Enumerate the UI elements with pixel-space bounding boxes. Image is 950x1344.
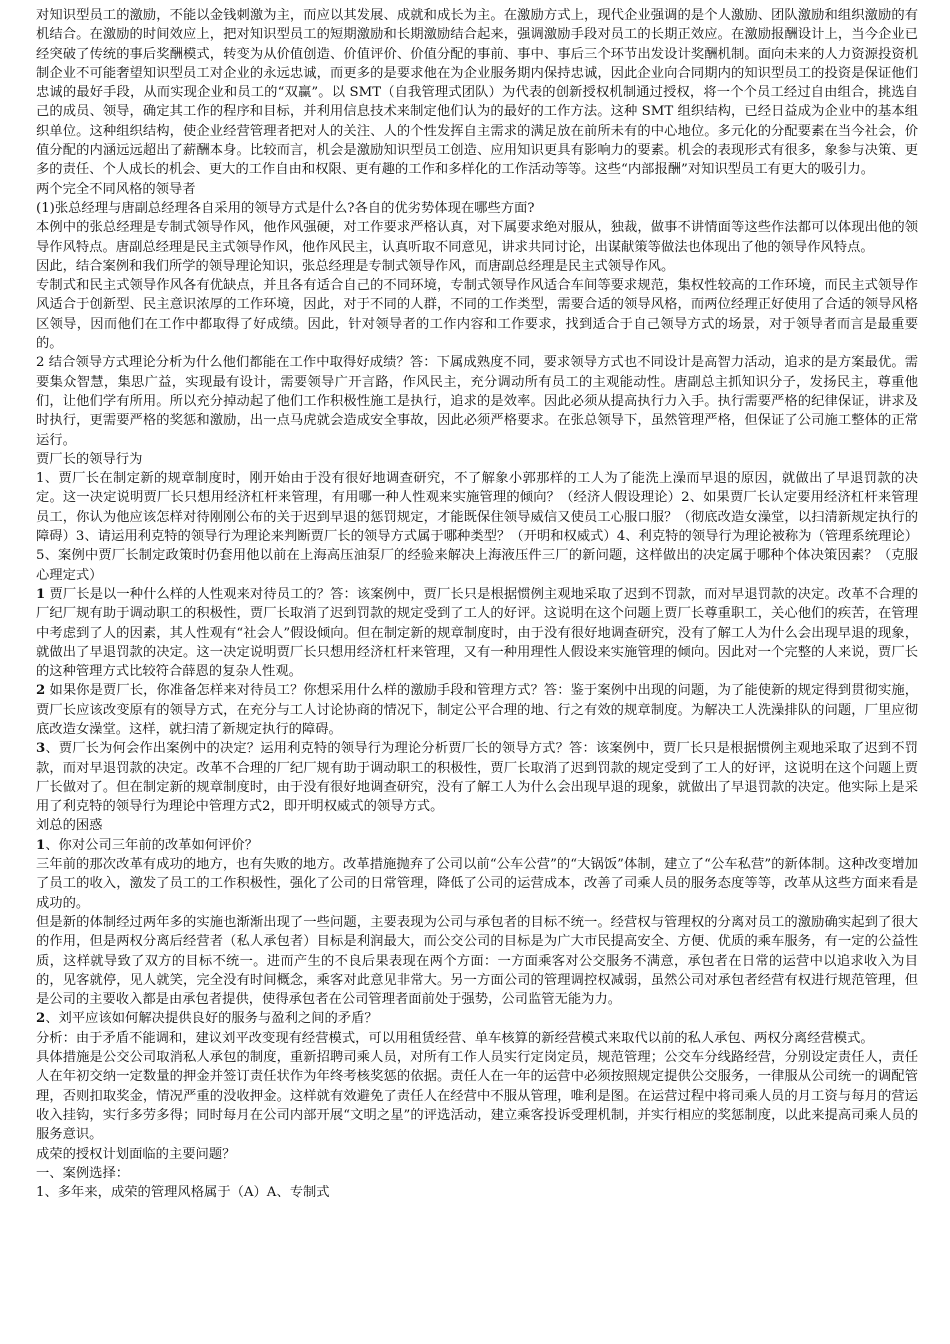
- paragraph-text: 但是新的体制经过两年多的实施也渐渐出现了一些问题，主要表现为公司与承包者的目标不统一。经营权与管理权的分离对员工的激励确实起到了很大的作用，但是两权分离后经营者（私人承包者）目标是利润最大，而公交公司的目标是为广大市民提高安全、方便、优质的乘车服务，有一定的公益性质，这样就导致了双方的目标不统一。进而产生的不良后果表现在两个方面：一方面乘客对公交服务不满意，承包者在日常的运营中以追求收入为目的，见客就停，见人就笑，完全没有时间概念，乘客对此意见非常大。另一方面公司的管理调控权减弱，虽然公司对承包者经营有权进行规范管理，但是公司的主要收入都是由承包者提供，使得承包者在公司管理者面前处于强势，公司监管无能为力。: [36, 914, 918, 1008]
- paragraph-text: 、贾厂长为何会作出案例中的决定？运用利克特的领导行为理论分析贾厂长的领导方式？答：该案例中，贾厂长只是根据惯例主观地采取了迟到不罚款，而对早退罚款的决定。改革不合理的厂纪厂规有助于调动职工的积极性，贾厂长取消了迟到罚款的规定受到了工人的好评，这说明在这个问题上贾厂长做对了。但在制定新的规章制度时，由于没有很好地调查研究，没有了解工人为什么会出现早退的现象，就做出了早退罚款的决定。他实际上是采用了利克特的领导行为理论中管理方式2，即开明权威式的领导方式。: [36, 741, 918, 815]
- section-heading: [36, 1183, 918, 1202]
- paragraph: [36, 276, 918, 353]
- paragraph-text: 贾厂长的领导行为: [36, 451, 143, 467]
- paragraph: [36, 855, 918, 913]
- paragraph-text: 、你对公司三年前的改革如何评价？: [45, 837, 259, 853]
- paragraph: [36, 199, 918, 218]
- section-heading: [36, 180, 918, 199]
- paragraph: [36, 836, 918, 855]
- paragraph-text: 本例中的张总经理是专制式领导作风，他作风强硬，对工作要求严格认真，对下属要求绝对服从，独裁，做事不讲情面等这些作法都可以体现出他的领导作风特点。唐副总经理是民主式领导作风，他作风民主，认真听取不同意见，讲求共同讨论，出谋献策等做法也体现出了他的领导作风特点。: [36, 220, 918, 255]
- section-heading: [36, 1164, 918, 1183]
- paragraph-text: 三年前的那次改革有成功的地方，也有失败的地方。改革措施抛弃了公司以前“公车公营”的“大锅饭”体制，建立了“公车私营”的新体制。这种改变增加了员工的收入，激发了员工的工作积极性，强化了公司的日常管理，降低了公司的运营成本，改善了司乘人员的服务态度等等，改革从这些方面来看是成功的。: [36, 857, 918, 911]
- item-number: 3: [36, 741, 46, 757]
- section-heading: [36, 816, 918, 835]
- paragraph-text: 成荣的授权计划面临的主要问题？: [36, 1146, 236, 1162]
- paragraph: [36, 1029, 918, 1048]
- paragraph: [36, 6, 918, 180]
- paragraph: [36, 469, 918, 585]
- paragraph: [36, 257, 918, 276]
- paragraph: [36, 585, 918, 681]
- paragraph-text: 贾厂长是以一种什么样的人性观来对待员工的？答：该案例中，贾厂长只是根据惯例主观地采取了迟到不罚款，而对早退罚款的决定。改革不合理的厂纪厂规有助于调动职工的积极性，贾厂长取消了迟到罚款的规定受到了工人的好评。这说明在这个问题上贾厂长尊重职工，关心他们的疾苦，在管理中考虑到了人的因素，其人性观有“社会人”假设倾向。但在制定新的规章制度时，由于没有很好地调查研究，没有了解工人为什么会出现早退的现象，就做出了早退罚款的决定。这一决定说明贾厂长只想用经济杠杆来管理，又有一种用理性人假设来实施管理的倾向。因此对一个完整的人来说，贾厂长的这种管理方式比较符合薛恩的复杂人性观。: [36, 586, 918, 680]
- paragraph: [36, 353, 918, 449]
- paragraph: [36, 913, 918, 1009]
- paragraph-text: 刘总的困惑: [36, 818, 103, 834]
- paragraph-text: 、刘平应该如何解决提供良好的服务与盈利之间的矛盾？: [45, 1011, 378, 1027]
- paragraph-text: (1)张总经理与唐副总经理各自采用的领导方式是什么?各自的优劣势体现在哪些方面?: [36, 200, 535, 216]
- paragraph-text: 1、多年来，成荣的管理风格属于（A）A、专制式: [36, 1185, 330, 1201]
- paragraph-text: 如果你是贾厂长，你准备怎样来对待员工？你想采用什么样的激励手段和管理方式？答：鉴于案例中出现的问题，为了能使新的规定得到贯彻实施，贾厂长应该改变原有的领导方式，在充分与工人讨论协商的情况下，制定公平合理的地、行之有效的规章制度。为解决工人洗澡排队的问题，厂里应彻底改造女澡堂。这样，就扫清了新规定执行的障碍。: [36, 683, 918, 737]
- paragraph-text: 一、案例选择：: [36, 1165, 130, 1181]
- item-number: 2: [36, 1011, 46, 1027]
- section-heading: [36, 1145, 918, 1164]
- paragraph: [36, 739, 918, 816]
- paragraph: [36, 218, 918, 257]
- paragraph-text: 因此，结合案例和我们所学的领导理论知识，张总经理是专制式领导作风，而唐副总经理是民主式领导作风。: [36, 258, 675, 274]
- paragraph: [36, 1009, 918, 1028]
- paragraph-text: 具体措施是公交公司取消私人承包的制度，重新招聘司乘人员，对所有工作人员实行定岗定员，规范管理；公交车分线路经营，分别设定责任人，责任人在年初交纳一定数量的押金并签订责任状作为年终考核奖惩的依据。责任人在一年的运营中必须按照规定提供公交服务，一律服从公司统一的调配管理，否则扣取奖金，情况严重的没收押金。这样就有效避免了责任人在经营中不服从管理，唯利是图。在运营过程中将司乘人员的月工资与每月的营运收入挂钩，实行多劳多得；同时每月在公司内部开展“文明之星”的评选活动，建立乘客投诉受理机制，并实行相应的奖惩制度，以此来提高司乘人员的服务意识。: [36, 1050, 918, 1143]
- paragraph-text: 分析：由于矛盾不能调和，建议刘平改变现有经营模式，可以用租赁经营、单车核算的新经营模式来取代以前的私人承包、两权分离经营模式。: [36, 1030, 874, 1046]
- paragraph-text: 2 结合领导方式理论分析为什么他们都能在工作中取得好成绩？答：下属成熟度不同，要求领导方式也不同设计是高智力活动，追求的是方案最优。需要集众智慧，集思广益，实现最有设计，需要领导广开言路，作风民主，充分调动所有员工的主观能动性。唐副总主抓知识分子，发扬民主，尊重他们，让他们学有所用。所以充分掉动起了他们工作积极性施工是执行，追求的是效率。因此必须从提高执行力入手。执行需要严格的纪律保证，讲求及时执行，更需要严格的奖惩和激励，出一点马虎就会造成安全事故，因此必须严格要求。在张总领导下，虽然管理严格，但保证了公司施工整体的正常运行。: [36, 355, 918, 448]
- item-number: 2: [36, 683, 46, 699]
- item-number: 1: [36, 586, 46, 602]
- paragraph: [36, 1048, 918, 1144]
- paragraph-text: 1、贾厂长在制定新的规章制度时，刚开始由于没有很好地调查研究，不了解象小郭那样的工人为了能洗上澡而早退的原因，就做出了早退罚款的决定。这一决定说明贾厂长只想用经济杠杆来管理，有用哪一种人性观来实施管理的倾向？（经济人假设理论）2、如果贾厂长认定要用经济杠杆来管理员工，你认为他应该怎样对待刚刚公布的关于迟到早退的惩罚规定，才能既保住领导威信又使员工心服口服？（彻底改造女澡堂，以扫清新规定执行的障碍）3、请运用利克特的领导行为理论来判断贾厂长的领导方式属于哪种类型？（开明和权威式）4、利克特的领导行为理论被称为（管理系统理论）5、案例中贾厂长制定政策时仍套用他以前在上海高压油泵厂的经验来解决上海液压件三厂的新问题，这样做出的决定属于哪种个体决策因素？（克服心理定式）: [36, 471, 918, 583]
- item-number: 1: [36, 837, 46, 853]
- paragraph: [36, 681, 918, 739]
- paragraph-text: 两个完全不同风格的领导者: [36, 181, 196, 197]
- paragraph-text: 对知识型员工的激励，不能以金钱刺激为主，而应以其发展、成就和成长为主。在激励方式上，现代企业强调的是个人激励、团队激励和组织激励的有机结合。在激励的时间效应上，把对知识型员工的短期激励和长期激励结合起来，强调激励手段对员工的长期正效应。在激励报酬设计上，当今企业已经突破了传统的事后奖酬模式，转变为从价值创造、价值评价、价值分配的事前、事中、事后三个环节出发设计奖酬机制。面向未来的人力资源投资机制企业不可能奢望知识型员工对企业的永远忠诚，而更多的是要求他在为企业服务期内保持忠诚，因此企业向合同期内的知识型员工的投资是保证他们忠诚的最好手段，从而实现企业和员工的“双赢”。以 SMT（自我管理式团队）为代表的创新授权机制通过授权，将一个个员工经过自由组合，挑选自己的成员、领导，确定其工作的程序和目标，并利用信息技术来制定他们认为的最好的工作方法。这种 SMT 组织结构，已经日益成为企业中的基本组织单位。这种组织结构，使企业经营管理者把对人的关注、人的个性发挥自主需求的满足放在前所未有的中心地位。多元化的分配要素在当今社会，价值分配的内涵远远超出了薪酬本身。比较而言，机会是激励知识型员工创造、应用知识更具有影响力的要素。机会的表现形式有很多，象参与决策、更多的责任、个人成长的机会、更大的工作自由和权限、更有趣的工作和多样化的工作活动等等。这些“内部报酬”对知识型员工有更大的吸引力。: [36, 8, 918, 178]
- paragraph-text: 专制式和民主式领导作风各有优缺点，并且各有适合自己的不同环境，专制式领导作风适合车间等要求规范，集权性较高的工作环境，而民主式领导作风适合于创新型、民主意识浓厚的工作环境，因此，对于不同的人群，不同的工作类型，需要合适的领导风格，而两位经理正好使用了合适的领导风格区领导，因而他们在工作中都取得了好成绩。因此，针对领导者的工作内容和工作要求，找到适合于自己领导方式的场景，对于领导者而言是最重要的。: [36, 278, 918, 352]
- section-heading: [36, 450, 918, 469]
